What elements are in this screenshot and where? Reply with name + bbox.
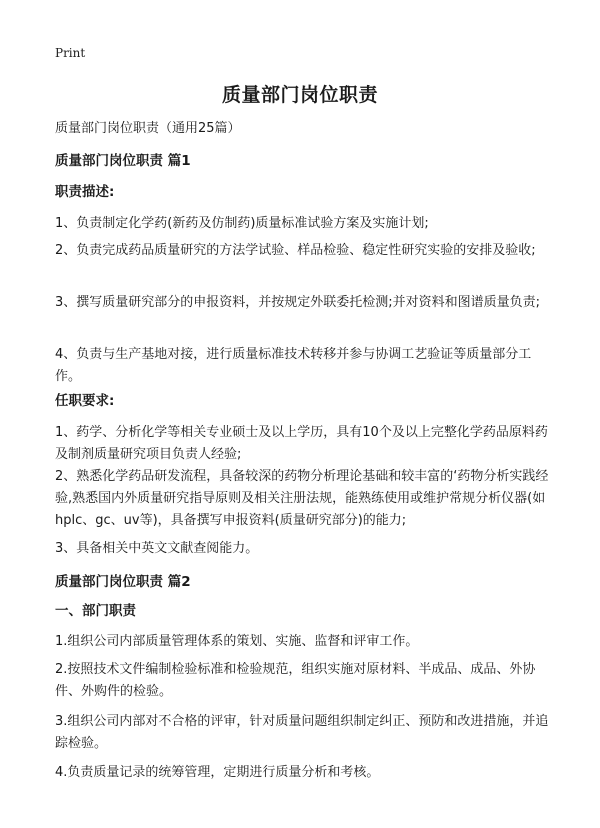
section1-heading: 质量部门岗位职责 篇1 [55,153,191,169]
document-title: 质量部门岗位职责 [221,84,378,106]
duty-item: 4、负责与生产基地对接，进行质量标准技术转移并参与协调工艺验证等质量部分工作。 [55,347,532,384]
duty-heading: 职责描述: [55,184,115,200]
section2-heading: 质量部门岗位职责 篇2 [55,574,191,590]
requirement-item: 2、熟悉化学药品研发流程，具备较深的药物分析理论基础和较丰富的‘药物分析实践经验,熟悉国内外质量研究指导原则及相关注册法规，能熟练使用或维护常规分析仪器(如hplc、gc、uv等)，具备撰写申报资料(质量研究部分)的能力; [55,469,549,528]
department-duty-item: 4.负责质量记录的统筹管理，定期进行质量分析和考核。 [55,765,380,780]
requirement-item: 1、药学、分析化学等相关专业硕士及以上学历，具有10个及以上完整化学药品原料药及制剂质量研究项目负责人经验; [55,425,548,462]
department-duties-heading: 一、部门职责 [55,603,136,619]
document-subtitle: 质量部门岗位职责（通用25篇） [55,121,241,136]
duty-item: 1、负责制定化学药(新药及仿制药)质量标准试验方案及实施计划; [55,216,429,231]
duty-item: 2、负责完成药品质量研究的方法学试验、样品检验、稳定性研究实验的安排及验收; [55,243,536,258]
department-duty-item: 3.组织公司内部对不合格的评审，针对质量问题组织制定纠正、预防和改进措施，并追踪检验。 [55,714,549,751]
department-duty-item: 2.按照技术文件编制检验标准和检验规范，组织实施对原材料、半成品、成品、外协件、外购件的检验。 [55,662,536,699]
print-label[interactable]: Print [55,46,86,60]
duty-item: 3、撰写质量研究部分的申报资料，并按规定外联委托检测;并对资料和图谱质量负责; [55,295,541,310]
requirement-item: 3、具备相关中英文文献查阅能力。 [55,541,259,556]
department-duty-item: 1.组织公司内部质量管理体系的策划、实施、监督和评审工作。 [55,634,419,649]
requirements-heading: 任职要求: [55,393,115,409]
